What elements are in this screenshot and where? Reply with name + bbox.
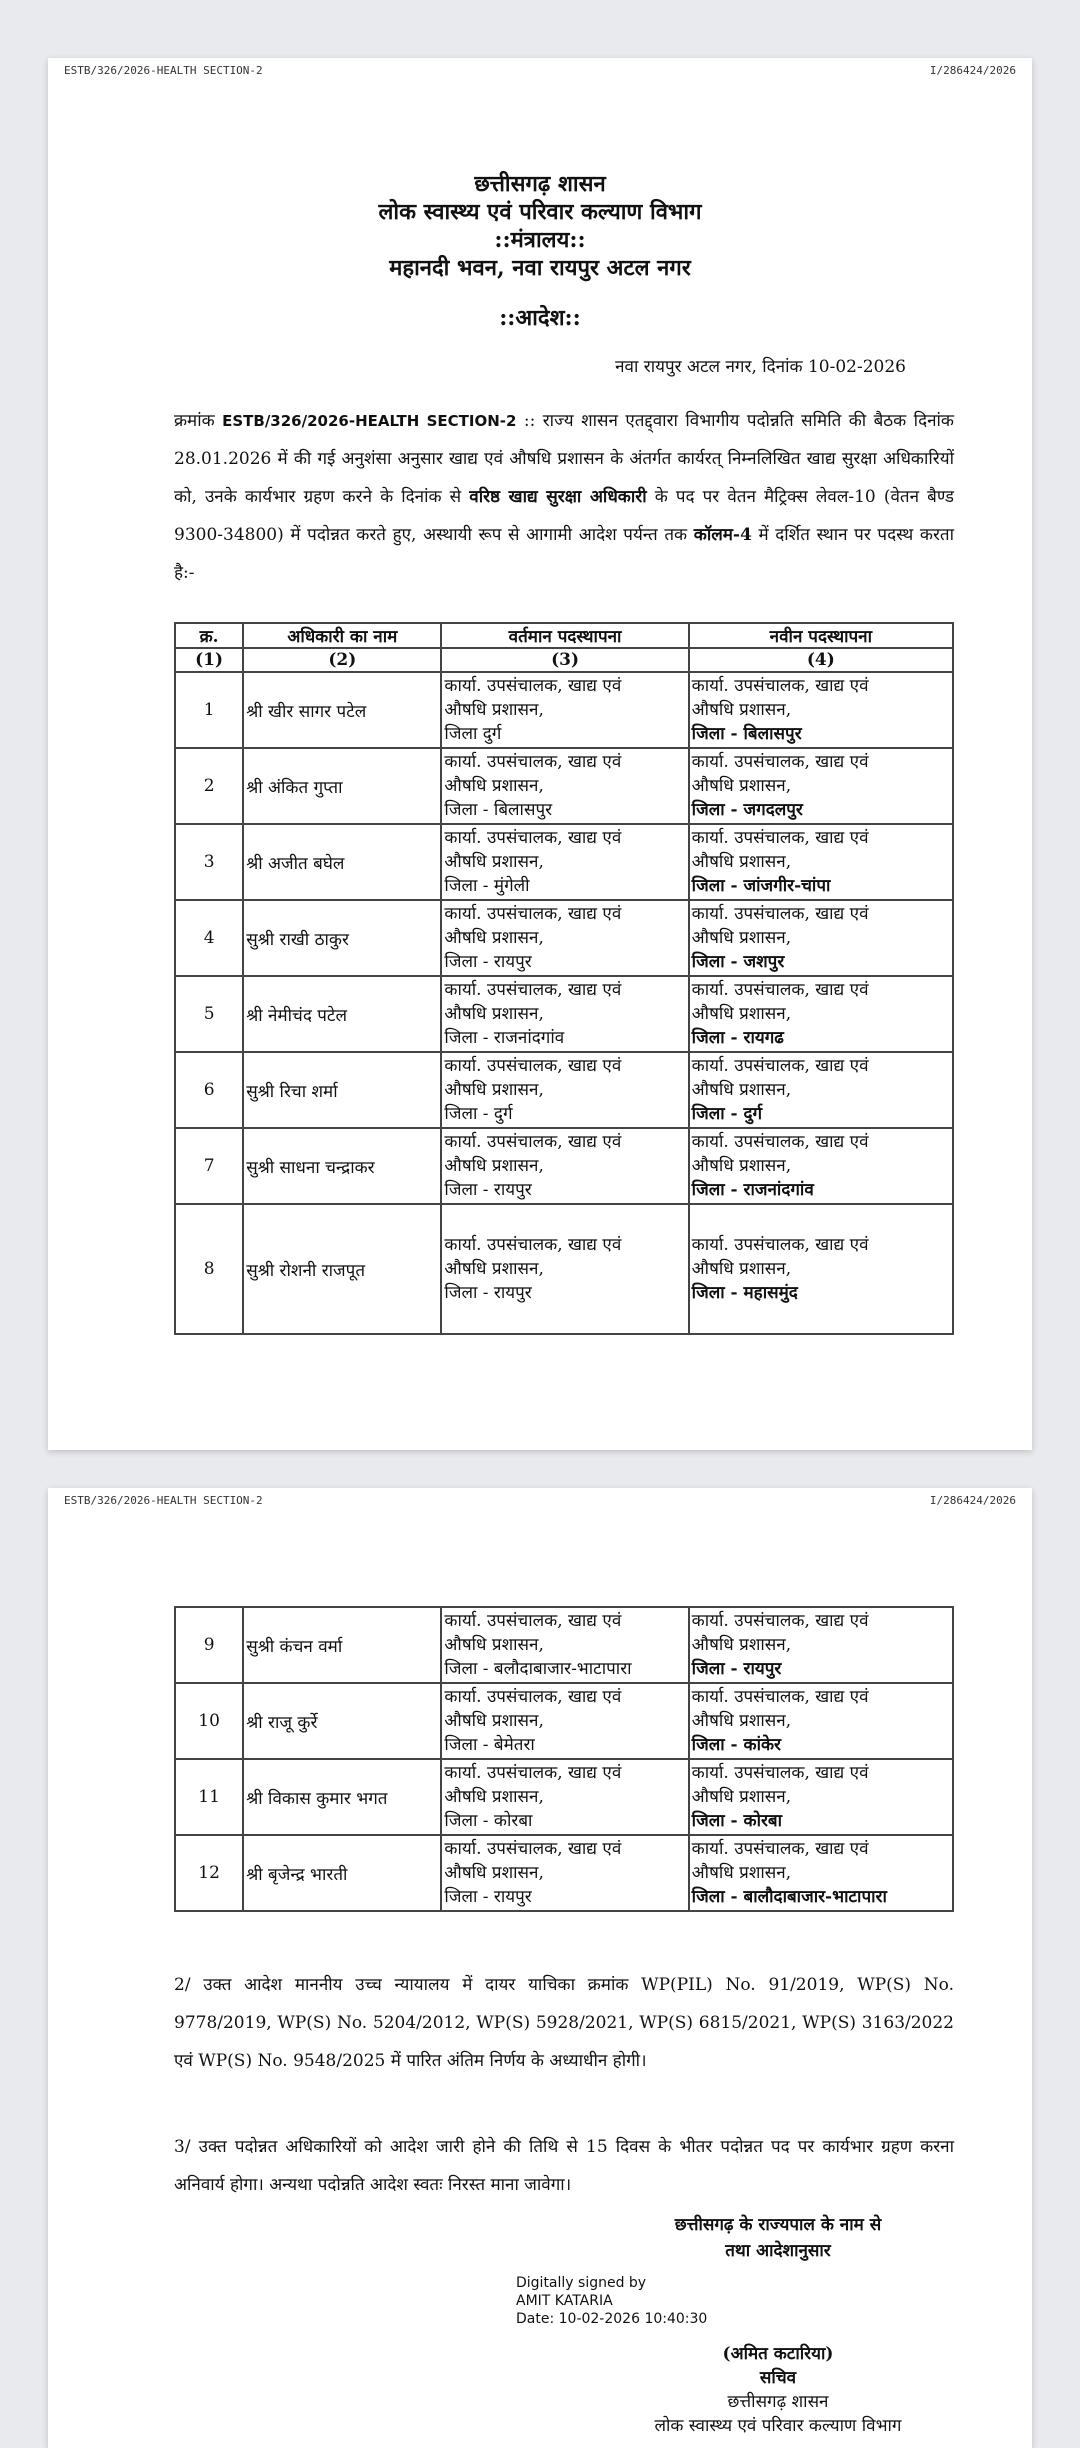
new-posting <box>689 1052 953 1128</box>
office-line-2: औषधि प्रशासन, <box>444 776 544 796</box>
current-posting <box>441 1759 688 1835</box>
paragraph-1: क्रमांक ESTB/326/2026-HEALTH SECTION-2 :: राज्य शासन एतद्द्वारा विभागीय पदोन्नति समिति की बैठक दिनांक 28.01.2026 में की गई अनुशंसा अनुसार खाद्य एवं औषधि प्रशासन के अंतर्गत कार्यरत् निम्नलिखित खाद्य सुरक्षा अधिकारियों को, उनके कार्यभार ग्रहण करने के दिनांक से वरिष्ठ खाद्य सुरक्षा अधिकारी के पद पर वेतन मैट्रिक्स लेवल-10 (वेतन बैण्ड 9300-34800) में पदोन्नत करते हुए, अस्थायी रूप से आगामी आदेश पर्यन्त तक कॉलम-4 में दर्शित स्थान पर पदस्थ करता है:- <box>174 411 955 583</box>
officer-name: सुश्री साधना चन्द्राकर <box>243 1128 441 1204</box>
new-posting <box>689 1607 953 1683</box>
title-line-4: महानदी भवन, नवा रायपुर अटल नगर <box>389 255 691 281</box>
digital-signature-block <box>516 2274 707 2328</box>
row-number: 10 <box>175 1683 243 1759</box>
new-posting <box>689 1683 953 1759</box>
new-district: जिला - कांकेर <box>691 1735 781 1755</box>
table-row <box>175 824 953 900</box>
office-line-1: कार्या. उपसंचालक, खाद्य एवं <box>691 1763 869 1783</box>
new-posting <box>689 748 953 824</box>
signatory-designation: सचिव <box>759 2368 797 2388</box>
officers-table-part-1 <box>174 622 954 1335</box>
digital-signature-date: Date: 10-02-2026 10:40:30 <box>516 2311 708 2327</box>
office-line-1: कार्या. उपसंचालक, खाद्य एवं <box>444 828 622 848</box>
current-district: जिला - राजनांदगांव <box>444 1028 565 1048</box>
new-district: जिला - रायपुर <box>691 1659 782 1679</box>
new-district: जिला - बिलासपुर <box>691 724 802 744</box>
current-district: जिला - रायपुर <box>444 1887 532 1907</box>
office-line-1: कार्या. उपसंचालक, खाद्य एवं <box>444 980 622 1000</box>
header-reference: ESTB/326/2026-HEALTH SECTION-2 <box>64 64 263 77</box>
document-page-1 <box>48 58 1032 1450</box>
office-line-1: कार्या. उपसंचालक, खाद्य एवं <box>691 1235 869 1255</box>
office-line-1: कार्या. उपसंचालक, खाद्य एवं <box>444 1763 622 1783</box>
current-district: जिला - दुर्ग <box>444 1104 513 1124</box>
row-number: 8 <box>175 1204 243 1334</box>
row-number: 12 <box>175 1835 243 1911</box>
signatory-block <box>628 2342 928 2438</box>
current-posting <box>441 672 688 748</box>
title-line-2: लोक स्वास्थ्य एवं परिवार कल्याण विभाग <box>378 199 702 225</box>
officer-name: श्री बृजेन्द्र भारती <box>243 1835 441 1911</box>
officer-name: श्री विकास कुमार भगत <box>243 1759 441 1835</box>
row-number: 11 <box>175 1759 243 1835</box>
new-posting <box>689 672 953 748</box>
office-line-1: कार्या. उपसंचालक, खाद्य एवं <box>691 1056 869 1076</box>
office-line-2: औषधि प्रशासन, <box>444 1004 544 1024</box>
row-number: 1 <box>175 672 243 748</box>
col-subheader: (2) <box>243 648 441 672</box>
current-posting <box>441 1128 688 1204</box>
row-number: 4 <box>175 900 243 976</box>
current-posting <box>441 1607 688 1683</box>
office-line-1: कार्या. उपसंचालक, खाद्य एवं <box>691 980 869 1000</box>
current-posting <box>441 1683 688 1759</box>
current-district: जिला - रायपुर <box>444 952 532 972</box>
current-posting <box>441 1204 688 1334</box>
office-line-1: कार्या. उपसंचालक, खाद्य एवं <box>444 1056 622 1076</box>
office-line-2: औषधि प्रशासन, <box>691 852 792 872</box>
digital-signature-name: AMIT KATARIA <box>516 2293 613 2309</box>
new-district: जिला - महासमुंद <box>691 1283 798 1303</box>
new-district: जिला - दुर्ग <box>691 1104 763 1124</box>
row-number: 5 <box>175 976 243 1052</box>
authority-line-1: छत्तीसगढ़ के राज्यपाल के नाम से <box>674 2215 882 2235</box>
officer-name: सुश्री कंचन वर्मा <box>243 1607 441 1683</box>
table-row <box>175 1835 953 1911</box>
current-district: जिला - बिलासपुर <box>444 800 553 820</box>
office-line-2: औषधि प्रशासन, <box>691 1156 792 1176</box>
officer-name: श्री राजू कुर्रे <box>243 1683 441 1759</box>
table-row <box>175 1607 953 1683</box>
office-line-2: औषधि प्रशासन, <box>444 928 544 948</box>
col-header-name: अधिकारी का नाम <box>243 623 441 648</box>
current-district: जिला दुर्ग <box>444 724 502 744</box>
office-line-1: कार्या. उपसंचालक, खाद्य एवं <box>444 1687 622 1707</box>
header-file-number: I/286424/2026 <box>929 1494 1016 1507</box>
table-row <box>175 900 953 976</box>
current-district: जिला - कोरबा <box>444 1811 533 1831</box>
date-line: नवा रायपुर अटल नगर, दिनांक 10-02-2026 <box>615 357 906 377</box>
new-posting <box>689 900 953 976</box>
current-district: जिला - बलौदाबाजार-भाटापारा <box>444 1659 632 1679</box>
table-row <box>175 1052 953 1128</box>
office-line-2: औषधि प्रशासन, <box>444 1080 544 1100</box>
header-reference: ESTB/326/2026-HEALTH SECTION-2 <box>64 1494 263 1507</box>
office-line-1: कार्या. उपसंचालक, खाद्य एवं <box>444 752 622 772</box>
col-subheader: (1) <box>175 648 243 672</box>
office-line-1: कार्या. उपसंचालक, खाद्य एवं <box>444 1839 622 1859</box>
current-posting <box>441 1052 688 1128</box>
table-row <box>175 976 953 1052</box>
officer-name: श्री नेमीचंद पटेल <box>243 976 441 1052</box>
current-district: जिला - बेमेतरा <box>444 1735 535 1755</box>
office-line-2: औषधि प्रशासन, <box>444 1635 544 1655</box>
current-posting <box>441 900 688 976</box>
office-line-2: औषधि प्रशासन, <box>691 1787 792 1807</box>
office-line-1: कार्या. उपसंचालक, खाद्य एवं <box>444 676 622 696</box>
paragraph-3: 3/ उक्त पदोन्नत अधिकारियों को आदेश जारी होने की तिथि से 15 दिवस के भीतर पदोन्नत पद पर कार्यभार ग्रहण करना अनिवार्य होगा। अन्यथा पदोन्नति आदेश स्वतः निरस्त माना जावेगा। <box>174 2137 954 2195</box>
office-line-2: औषधि प्रशासन, <box>444 700 544 720</box>
signatory-name: (अमित कटारिया) <box>722 2344 834 2364</box>
row-number: 9 <box>175 1607 243 1683</box>
table-row <box>175 1683 953 1759</box>
officer-name: श्री अंकित गुप्ता <box>243 748 441 824</box>
officer-name: सुश्री रिचा शर्मा <box>243 1052 441 1128</box>
table-row <box>175 748 953 824</box>
office-line-2: औषधि प्रशासन, <box>691 700 792 720</box>
col-subheader: (4) <box>689 648 953 672</box>
office-line-2: औषधि प्रशासन, <box>691 776 792 796</box>
document-page-2 <box>48 1488 1032 2448</box>
current-district: जिला - रायपुर <box>444 1180 532 1200</box>
new-posting <box>689 1759 953 1835</box>
office-line-2: औषधि प्रशासन, <box>691 1863 792 1883</box>
new-district: जिला - बालौदाबाजार-भाटापारा <box>691 1887 887 1907</box>
office-line-2: औषधि प्रशासन, <box>444 1711 544 1731</box>
header-file-number: I/286424/2026 <box>929 64 1016 77</box>
officer-name: सुश्री राखी ठाकुर <box>243 900 441 976</box>
office-line-2: औषधि प्रशासन, <box>691 1635 792 1655</box>
title-line-1: छत्तीसगढ़ शासन <box>474 171 606 197</box>
new-posting <box>689 1128 953 1204</box>
new-district: जिला - जशपुर <box>691 952 785 972</box>
office-line-1: कार्या. उपसंचालक, खाद्य एवं <box>444 1132 622 1152</box>
office-line-2: औषधि प्रशासन, <box>444 1787 544 1807</box>
row-number: 6 <box>175 1052 243 1128</box>
office-line-1: कार्या. उपसंचालक, खाद्य एवं <box>691 1132 869 1152</box>
current-district: जिला - मुंगेली <box>444 876 530 896</box>
table-row <box>175 1204 953 1334</box>
new-posting <box>689 1835 953 1911</box>
office-line-2: औषधि प्रशासन, <box>444 1863 544 1883</box>
row-number: 2 <box>175 748 243 824</box>
order-title: ::आदेश:: <box>499 305 581 331</box>
current-posting <box>441 824 688 900</box>
new-district: जिला - जगदलपुर <box>691 800 803 820</box>
office-line-2: औषधि प्रशासन, <box>444 1156 544 1176</box>
office-line-1: कार्या. उपसंचालक, खाद्य एवं <box>691 1611 869 1631</box>
new-district: जिला - राजनांदगांव <box>691 1180 814 1200</box>
table-row <box>175 1759 953 1835</box>
row-number: 3 <box>175 824 243 900</box>
office-line-2: औषधि प्रशासन, <box>691 928 792 948</box>
officer-name: सुश्री रोशनी राजपूत <box>243 1204 441 1334</box>
office-line-1: कार्या. उपसंचालक, खाद्य एवं <box>691 676 869 696</box>
col-header-current: वर्तमान पदस्थापना <box>441 623 688 648</box>
col-subheader: (3) <box>441 648 688 672</box>
signatory-department: लोक स्वास्थ्य एवं परिवार कल्याण विभाग <box>654 2416 902 2436</box>
new-district: जिला - रायगढ <box>691 1028 784 1048</box>
current-posting <box>441 976 688 1052</box>
office-line-1: कार्या. उपसंचालक, खाद्य एवं <box>691 1687 869 1707</box>
officer-name: श्री अजीत बघेल <box>243 824 441 900</box>
current-posting <box>441 1835 688 1911</box>
digital-signature-label: Digitally signed by <box>516 2275 647 2291</box>
row-number: 7 <box>175 1128 243 1204</box>
office-line-1: कार्या. उपसंचालक, खाद्य एवं <box>444 1611 622 1631</box>
office-line-1: कार्या. उपसंचालक, खाद्य एवं <box>444 904 622 924</box>
office-line-2: औषधि प्रशासन, <box>444 852 544 872</box>
office-line-2: औषधि प्रशासन, <box>444 1259 544 1279</box>
signatory-government: छत्तीसगढ़ शासन <box>727 2392 829 2412</box>
office-line-2: औषधि प्रशासन, <box>691 1259 792 1279</box>
office-line-1: कार्या. उपसंचालक, खाद्य एवं <box>444 1235 622 1255</box>
office-line-2: औषधि प्रशासन, <box>691 1080 792 1100</box>
office-line-2: औषधि प्रशासन, <box>691 1711 792 1731</box>
officer-name: श्री खीर सागर पटेल <box>243 672 441 748</box>
office-line-1: कार्या. उपसंचालक, खाद्य एवं <box>691 1839 869 1859</box>
new-posting <box>689 976 953 1052</box>
new-district: जिला - कोरबा <box>691 1811 783 1831</box>
office-line-1: कार्या. उपसंचालक, खाद्य एवं <box>691 904 869 924</box>
new-posting <box>689 824 953 900</box>
office-line-2: औषधि प्रशासन, <box>691 1004 792 1024</box>
signature-authority <box>628 2212 928 2264</box>
col-header-new: नवीन पदस्थापना <box>689 623 953 648</box>
office-line-1: कार्या. उपसंचालक, खाद्य एवं <box>691 828 869 848</box>
current-district: जिला - रायपुर <box>444 1283 532 1303</box>
officers-table-part-2 <box>174 1606 954 1912</box>
col-header-no: क्र. <box>175 623 243 648</box>
new-posting <box>689 1204 953 1334</box>
current-posting <box>441 748 688 824</box>
title-line-3: ::मंत्रालय:: <box>494 227 586 253</box>
paragraph-2: 2/ उक्त आदेश माननीय उच्च न्यायालय में दायर याचिका क्रमांक WP(PIL) No. 91/2019, WP(S) No. 9778/2019, WP(S) No. 5204/2012, WP(S) 5928/2021, WP(S) 6815/2021, WP(S) 3163/2022 एवं WP(S) No. 9548/2025 में पारित अंतिम निर्णय के अध्याधीन होगी। <box>174 1975 954 2071</box>
new-district: जिला - जांजगीर-चांपा <box>691 876 831 896</box>
authority-line-2: तथा आदेशानुसार <box>725 2241 831 2261</box>
office-line-1: कार्या. उपसंचालक, खाद्य एवं <box>691 752 869 772</box>
table-row <box>175 1128 953 1204</box>
table-row <box>175 672 953 748</box>
